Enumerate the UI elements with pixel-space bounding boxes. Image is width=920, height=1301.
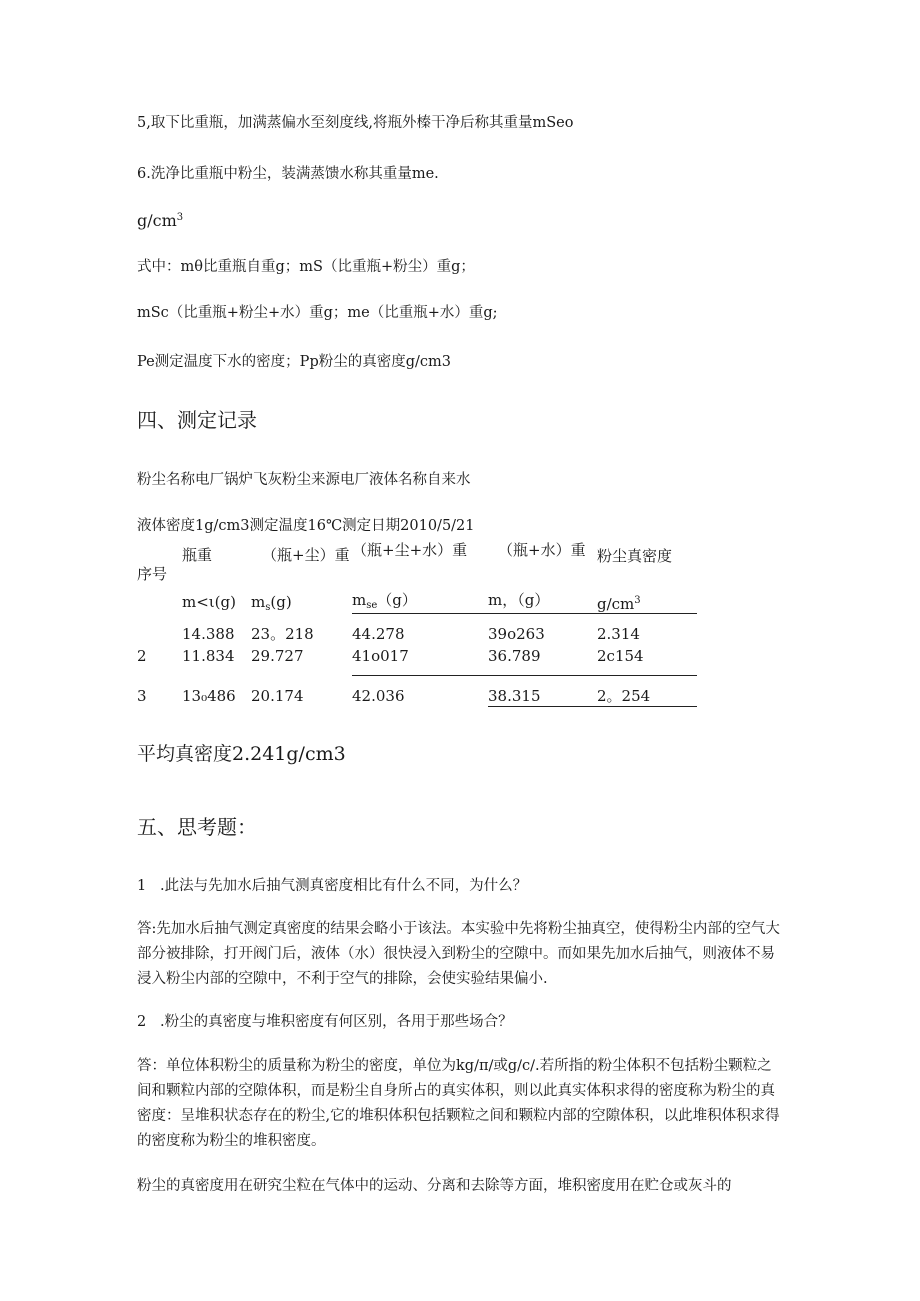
unit-density: $g∕cm^3$	[597, 595, 641, 613]
table-row-2-m0: 11.834	[182, 647, 235, 665]
legend-line-2: mSc（比重瓶+粉尘+水）重g；me（比重瓶+水）重g;	[137, 305, 498, 321]
table-row-1-me: 39o263	[488, 625, 545, 643]
question-1: 1 .此法与先加水后抽气测真密度相比有什么不同，为什么？	[137, 878, 528, 894]
table-row-2-mse: 41o017	[352, 647, 409, 665]
step-6-text: 6.洗净比重瓶中粉尘，装满蒸馈水称其重量me.	[137, 166, 439, 182]
table-row-3-mse: 42.036	[352, 687, 405, 705]
question-2: 2 .粉尘的真密度与堆积密度有何区别，各用于那些场合？	[137, 1014, 513, 1030]
unit-mse: $m_{se}(g)$	[352, 591, 417, 611]
table-rule-mid	[352, 675, 697, 676]
table-row-3-seq: 3	[137, 687, 147, 705]
section-heading-record: 四、测定记录	[137, 408, 257, 432]
header-true-density: 粉尘真密度	[597, 547, 673, 565]
answer-1: 答:先加水后抽气测定真密度的结果会略小于该法。本实验中先将粉尘抽真空，使得粉尘内部的空气大部分被排除，打开阀门后，液体（水）很快浸入到粉尘的空隙中。而如果先加水后抽气，则液体不易浸入粉尘内部的空隙中，不利于空气的排除，会使实验结果偏小.	[137, 921, 780, 987]
table-row-2-density: 2c154	[597, 647, 644, 665]
table-row-1-mse: 44.278	[352, 625, 405, 643]
unit-ms: $m_s(g)$	[251, 593, 292, 613]
table-row-2-ms: 29.727	[251, 647, 304, 665]
header-bottle-water: （瓶+水）重	[498, 541, 586, 559]
answer-2-continued: 粉尘的真密度用在研究尘粒在气体中的运动、分离和去除等方面，堆积密度用在贮仓或灰斗的	[137, 1178, 732, 1194]
formula-unit: $g∕cm^3$	[137, 211, 184, 230]
table-row-3-ms: 20.174	[251, 687, 304, 705]
section-heading-questions: 五、思考题：	[137, 815, 257, 839]
unit-me: m，（g）	[488, 591, 550, 609]
table-row-2-me: 36.789	[488, 647, 541, 665]
answer-2: 答：单位体积粉尘的质量称为粉尘的密度，单位为kg∕π∕或g∕c∕.若所指的粉尘体积不包括粉尘颗粒之间和颗粒内部的空隙体积，而是粉尘自身所占的真实体积，则以此真实体积求得的密度称为粉尘的真密度：呈堆积状态存在的粉尘,它的堆积体积包括颗粒之间和颗粒内部的空隙体积，以此堆积体积求得的密度称为粉尘的堆积密度。	[137, 1058, 780, 1149]
table-row-3-me: 38.315	[488, 687, 541, 705]
record-info-2: 液体密度1g/cm3测定温度16℃测定日期2010/5/21	[137, 518, 475, 534]
header-bottle-dust-water: （瓶+尘+水）重	[352, 541, 468, 559]
table-row-1-m0: 14.388	[182, 625, 235, 643]
table-row-1-density: 2.314	[597, 625, 640, 643]
table-rule-bottom	[488, 706, 697, 707]
unit-m0: m<ι(g)	[182, 593, 236, 611]
record-info-1: 粉尘名称电厂锅炉飞灰粉尘来源电厂液体名称自来水	[137, 472, 471, 488]
table-row-1-ms: 23。218	[251, 625, 314, 643]
header-seq: 序号	[137, 565, 168, 583]
average-density: 平均真密度2.241g/cm3	[137, 743, 346, 765]
table-row-3-density: 2。254	[597, 687, 651, 705]
legend-line-3: Pe测定温度下水的密度；Pp粉尘的真密度g/cm3	[137, 354, 451, 370]
header-bottle-dust: （瓶+尘）重	[262, 546, 350, 564]
header-bottle-weight: 瓶重	[182, 546, 213, 564]
table-row-2-seq: 2	[137, 647, 147, 665]
step-5-text: 5,取下比重瓶，加满蒸偏水至刻度线,将瓶外榛干净后称其重量mSeo	[137, 115, 574, 131]
legend-line-1: 式中：mθ比重瓶自重g；mS（比重瓶+粉尘）重g；	[137, 259, 475, 275]
table-rule-top	[352, 613, 697, 614]
table-row-3-m0: 13₀486	[182, 687, 236, 705]
